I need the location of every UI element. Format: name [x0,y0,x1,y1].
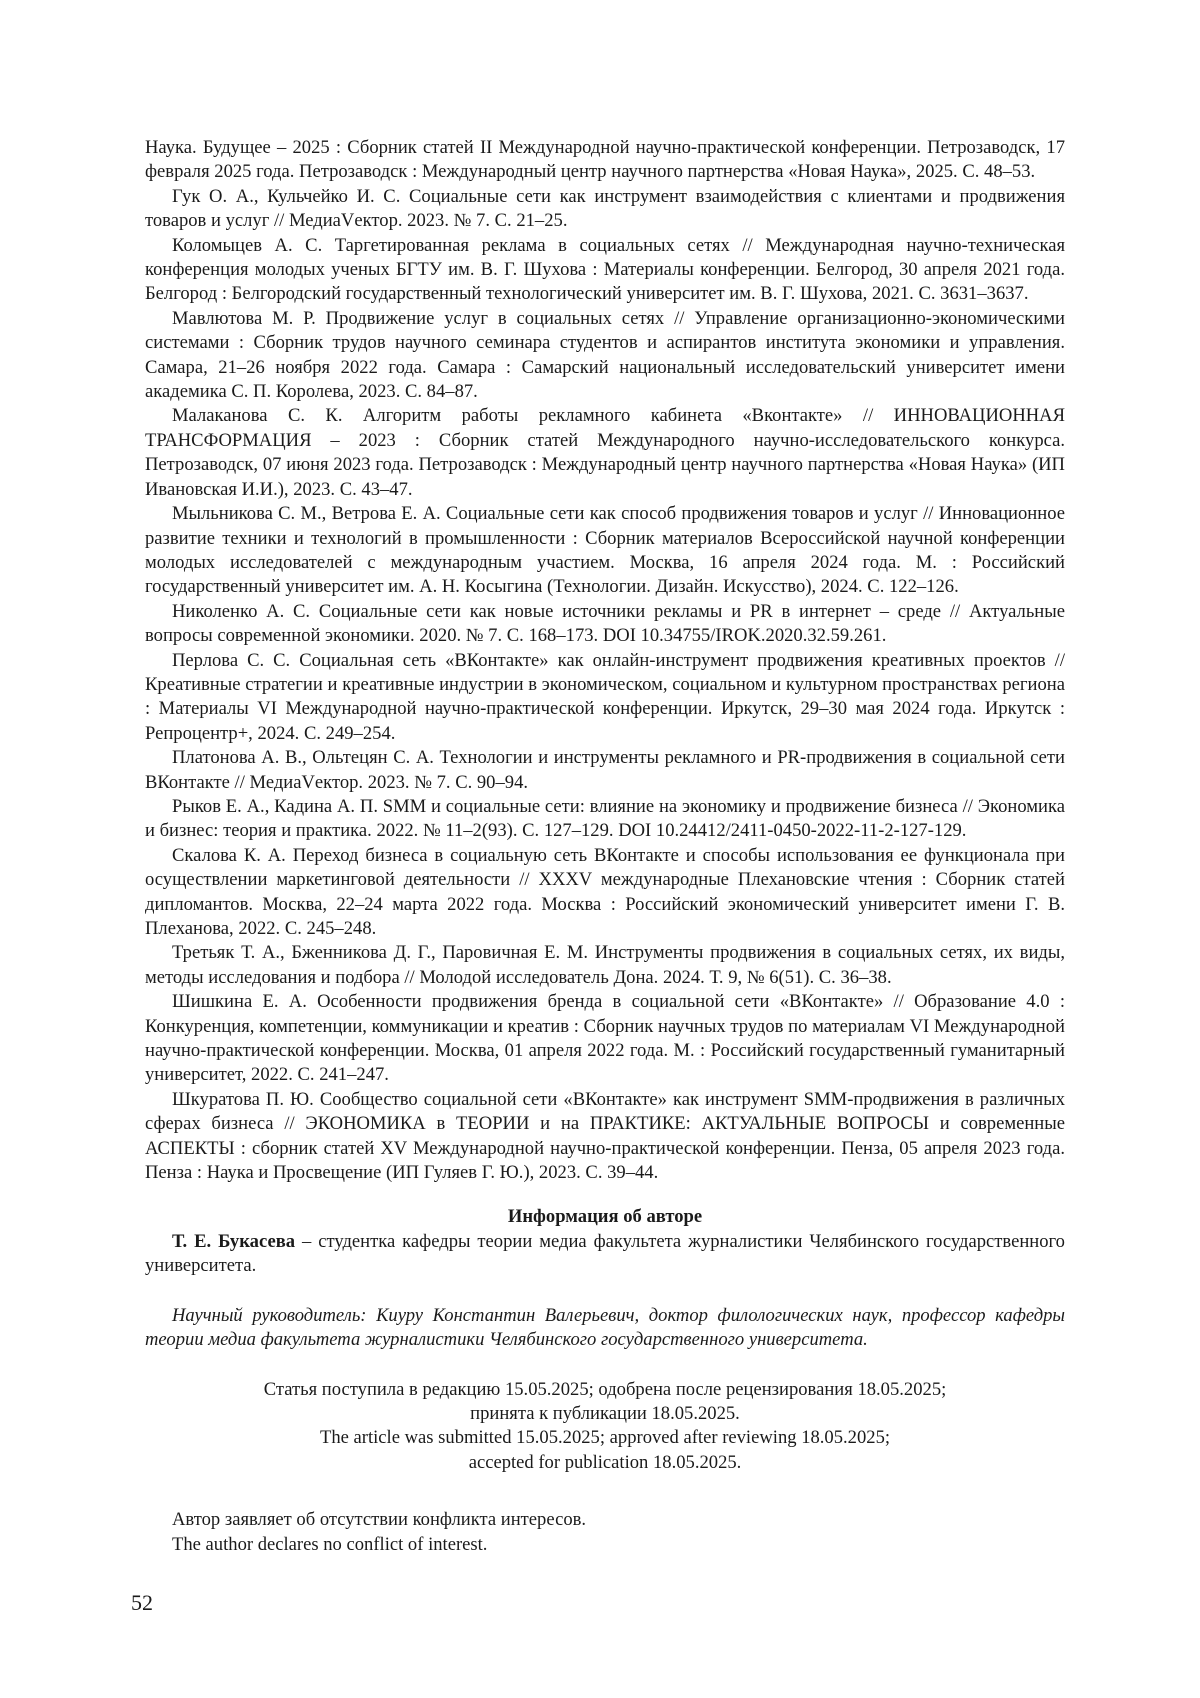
author-description: – студентка кафедры теории медиа факультета журналистики Челябинского государственного университета. [145,1230,1065,1277]
reference-item: Гук О. А., Кульчейко И. С. Социальные сети как инструмент взаимодействия с клиентами и продвижения товаров и услуг // МедиаVектор. 2023. № 7. С. 21–25. [145,185,1065,232]
reference-item: Николенко А. С. Социальные сети как новые источники рекламы и PR в интернет – среде // Актуальные вопросы современной экономики. 2020. № 7. С. 168–173. DOI 10.34755/IROK.2020.32.59.261. [145,600,1065,647]
reference-item: Мавлютова М. Р. Продвижение услуг в социальных сетях // Управление организационно-экономическими системами : Сборник трудов научного семинара студентов и аспирантов института экономики и управления. Самара, 21–26 ноября 2022 года. Самара : Самарский национальный исследовательский университет имени академика С. П. Королева, 2023. С. 84–87. [145,307,1065,403]
reference-item: Малаканова С. К. Алгоритм работы рекламного кабинета «Вконтакте» // ИННОВАЦИОННАЯ ТРАНСФОРМАЦИЯ – 2023 : Сборник статей Международного научно-исследовательского конкурса. Петрозаводск, 07 июня 2023 года. Петрозаводск : Международный центр научного партнерства «Новая Наука» (ИП Ивановская И.И.), 2023. С. 43–47. [145,405,1065,500]
author-name: Т. Е. Букасева [172,1230,296,1252]
page-number: 52 [131,1590,153,1615]
reference-item: Рыков Е. А., Кадина А. П. SMM и социальные сети: влияние на экономику и продвижение бизнеса // Экономика и бизнес: теория и практика. 2022. № 11–2(93). С. 127–129. DOI 10.24412/2411-0450-2022-11-2-127-129. [145,795,1065,842]
submission-dates [145,1378,1065,1476]
conflict-of-interest [145,1508,1065,1557]
reference-item: Третьяк Т. А., Бженникова Д. Г., Паровичная Е. М. Инструменты продвижения в социальных сетях, их виды, методы исследования и подбора // Молодой исследователь Дона. 2024. Т. 9, № 6(51). С. 36–38. [145,942,1065,988]
author-bio [145,1230,1065,1279]
dates-en-line-2: accepted for publication 18.05.2025. [468,1451,742,1473]
conflict-en: The author declares no conflict of interest. [172,1533,488,1555]
reference-item: Скалова К. А. Переход бизнеса в социальную сеть ВКонтакте и способы использования ее функционала при осуществлении маркетинговой деятельности // XXXV международные Плехановские чтения : Сборник статей дипломантов. Москва, 22–24 марта 2022 года. Москва : Российский экономический университет имени Г. В. Плеханова, 2022. С. 245–248. [145,844,1065,939]
dates-en-line-1: The article was submitted 15.05.2025; approved after reviewing 18.05.2025; [319,1427,891,1449]
conflict-ru: Автор заявляет об отсутствии конфликта интересов. [172,1509,587,1531]
reference-item: Перлова С. С. Социальная сеть «ВКонтакте» как онлайн-инструмент продвижения креативных проектов // Креативные стратегии и креативные индустрии в экономическом, социальном и культурном пространствах региона : Материалы VI Международной научно-практической конференции. Иркутск, 29–30 мая 2024 года. Иркутск : Репроцентр+, 2024. С. 249–254. [145,649,1065,744]
reference-list [145,136,1065,1185]
reference-item: Шишкина Е. А. Особенности продвижения бренда в социальной сети «ВКонтакте» // Образование 4.0 : Конкуренция, компетенции, коммуникации и креатив : Сборник научных трудов по материалам VI Международной научно-практической конференции. Москва, 01 апреля 2022 года. М. : Российский государственный гуманитарный университет, 2022. С. 241–247. [145,991,1065,1086]
reference-item: Шкуратова П. Ю. Сообщество социальной сети «ВКонтакте» как инструмент SMM-продвижения в различных сферах бизнеса // ЭКОНОМИКА в ТЕОРИИ и на ПРАКТИКЕ: АКТУАЛЬНЫЕ ВОПРОСЫ и современные АСПЕКТЫ : сборник статей XV Международной научно-практической конференции. Пенза, 05 апреля 2023 года. Пенза : Наука и Просвещение (ИП Гуляев Г. Ю.), 2023. С. 39–44. [145,1088,1065,1184]
reference-item: Мыльникова С. М., Ветрова Е. А. Социальные сети как способ продвижения товаров и услуг // Инновационное развитие техники и технологий в промышленности : Сборник материалов Всероссийской научной конференции молодых исследователей с международным участием. Москва, 16 апреля 2024 года. М. : Российский государственный университет им. А. Н. Косыгина (Технологии. Дизайн. Искусство), 2024. С. 122–126. [145,503,1065,598]
dates-ru-line-2: принята к публикации 18.05.2025. [470,1402,740,1424]
reference-item: Коломыцев А. С. Таргетированная реклама в социальных сетях // Международная научно-техническая конференция молодых ученых БГТУ им. В. Г. Шухова : Материалы конференции. Белгород, 30 апреля 2021 года. Белгород : Белгородский государственный технологический университет им. В. Г. Шухова, 2021. С. 3631–3637. [145,234,1065,305]
reference-item: Платонова А. В., Ольтецян С. А. Технологии и инструменты рекламного и PR-продвижения в социальной сети ВКонтакте // МедиаVектор. 2023. № 7. С. 90–94. [145,747,1065,793]
page-content [145,136,1065,1557]
reference-item: Наука. Будущее – 2025 : Сборник статей II Международной научно-практической конференции. Петрозаводск, 17 февраля 2025 года. Петрозаводск : Международный центр научного партнерства «Новая Наука», 2025. С. 48–53. [145,137,1065,183]
author-info-heading: Информация об авторе [507,1206,703,1228]
scientific-supervisor: Научный руководитель: Киуру Константин Валерьевич, доктор филологических наук, профессор кафедры теории медиа факультета журналистики Челябинского государственного университета. [145,1304,1065,1351]
dates-ru-line-1: Статья поступила в редакцию 15.05.2025; одобрена после рецензирования 18.05.2025; [263,1378,947,1400]
